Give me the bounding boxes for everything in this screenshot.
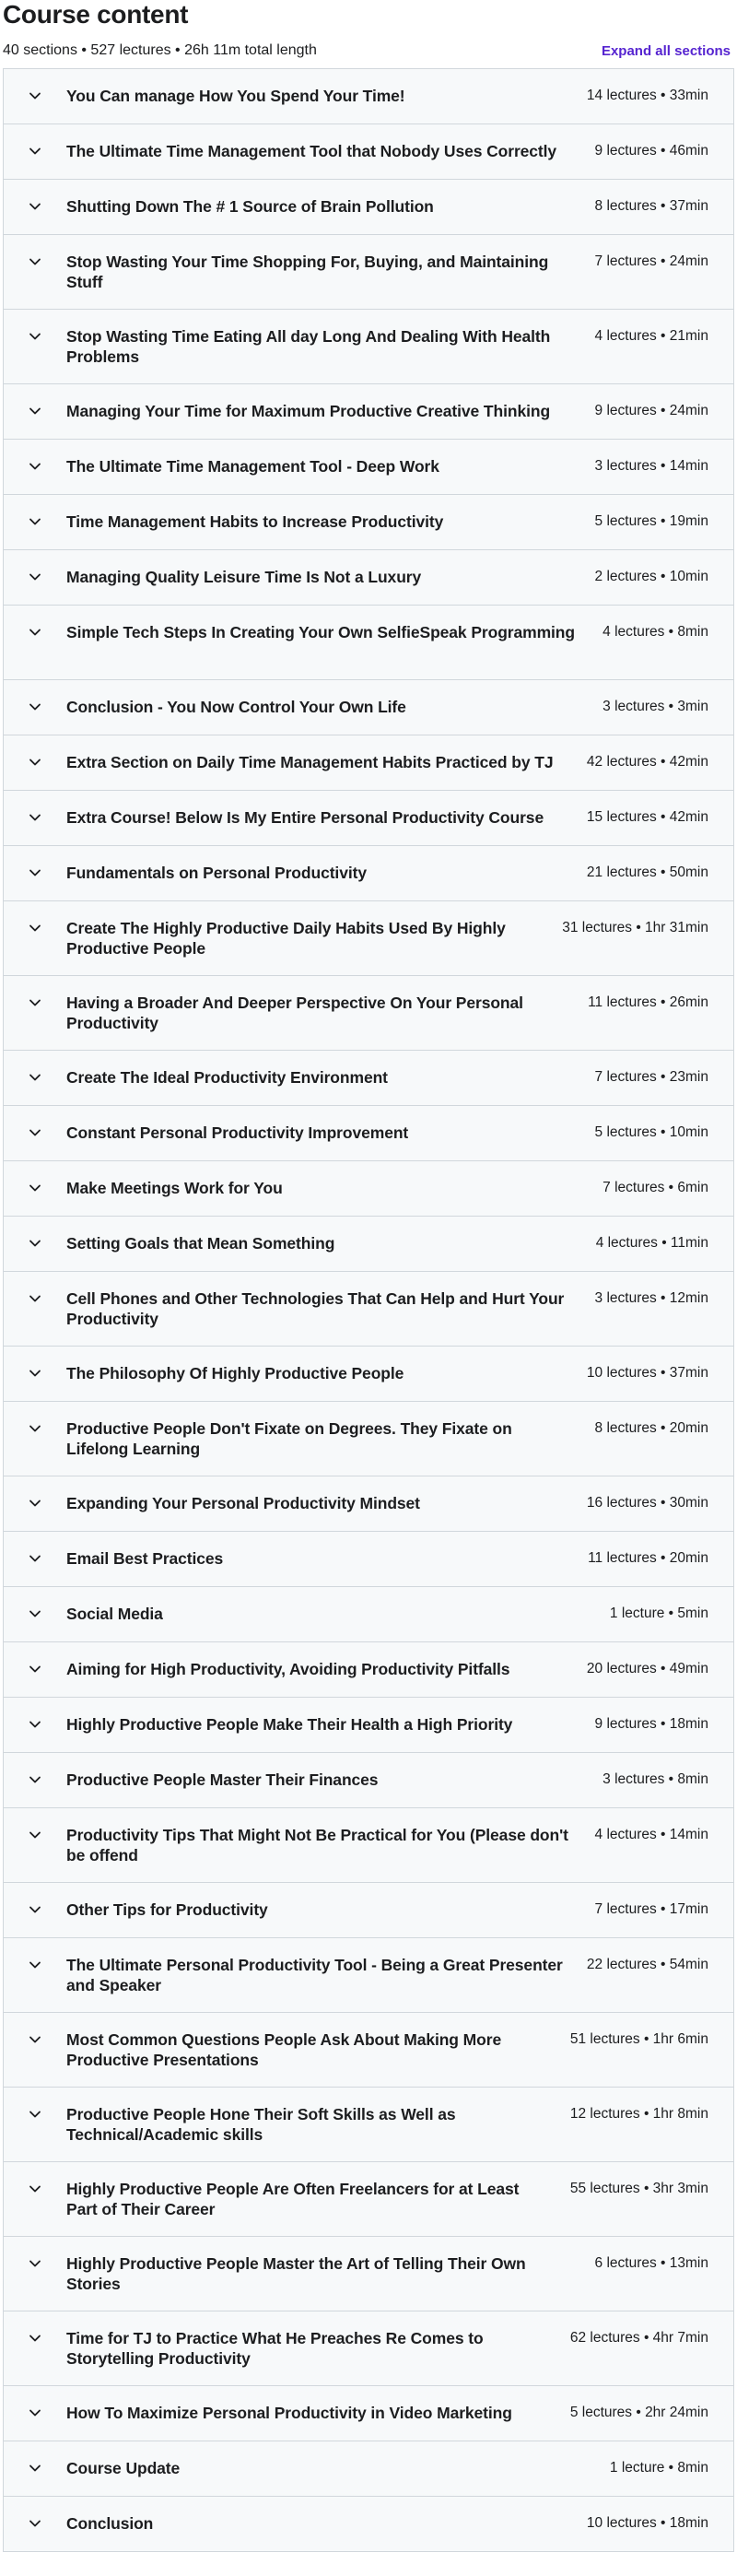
section-row[interactable] [4,69,733,124]
section-row[interactable] [4,1106,733,1161]
chevron-down-icon [29,1493,41,1513]
section-title: Time for TJ to Practice What He Preaches Re Comes to Storytelling Productivity [66,2329,484,2368]
chevron-down-icon [29,1233,41,1253]
section-row[interactable] [4,1051,733,1106]
section-row[interactable] [4,901,733,976]
section-list [3,68,734,2552]
section-title: Highly Productive People Make Their Health a High Priority [66,1715,513,1734]
section-title: Managing Quality Leisure Time Is Not a Luxury [66,568,422,586]
section-row[interactable] [4,1272,733,1347]
section-title: Social Media [66,1605,163,1623]
section-row[interactable] [4,680,733,735]
section-lecture-info: 9 lectures • 46min [594,143,708,159]
chevron-down-icon [29,1900,41,1920]
section-lecture-info: 7 lectures • 6min [602,1180,708,1195]
section-lecture-info: 51 lectures • 1hr 6min [569,2031,708,2047]
section-row[interactable] [4,606,733,680]
section-title: Fundamentals on Personal Productivity [66,864,367,882]
section-title: Setting Goals that Mean Something [66,1234,335,1253]
chevron-down-icon [29,1825,41,1845]
section-row[interactable] [4,1217,733,1272]
chevron-down-icon [29,456,41,476]
section-title: Productive People Hone Their Soft Skills as Well as Technical/Academic skills [66,2105,456,2144]
section-row[interactable] [4,1938,733,2013]
section-row[interactable] [4,1476,733,1532]
section-lecture-info: 2 lectures • 10min [594,569,708,584]
chevron-down-icon [29,1288,41,1309]
section-row[interactable] [4,2237,733,2311]
chevron-down-icon [29,86,41,106]
section-title: Shutting Down The # 1 Source of Brain Pollution [66,197,434,216]
section-title: Productive People Master Their Finances [66,1770,379,1789]
section-row[interactable] [4,124,733,180]
section-row[interactable] [4,2311,733,2386]
section-title: Conclusion - You Now Control Your Own Life [66,698,406,716]
section-lecture-info: 1 lecture • 5min [609,1606,708,1621]
section-lecture-info: 42 lectures • 42min [586,754,708,770]
section-lecture-info: 3 lectures • 14min [594,458,708,474]
chevron-down-icon [29,141,41,161]
section-title: Having a Broader And Deeper Perspective On Your Personal Productivity [66,994,523,1032]
section-title: The Philosophy Of Highly Productive People [66,1364,404,1382]
section-row[interactable] [4,1532,733,1587]
chevron-down-icon [29,863,41,883]
section-title: Time Management Habits to Increase Productivity [66,512,444,531]
chevron-down-icon [29,1548,41,1569]
section-lecture-info: 5 lectures • 2hr 24min [569,2405,708,2420]
section-row[interactable] [4,1642,733,1698]
section-title: Productivity Tips That Might Not Be Practical for You (Please don't be offend [66,1826,568,1864]
section-row[interactable] [4,310,733,384]
chevron-down-icon [29,326,41,347]
page-title: Course content [3,0,189,29]
section-lecture-info: 7 lectures • 24min [594,253,708,269]
section-title: The Ultimate Time Management Tool that Nobody Uses Correctly [66,142,557,160]
section-title: Most Common Questions People Ask About Making More Productive Presentations [66,2030,502,2069]
section-lecture-info: 15 lectures • 42min [586,809,708,825]
chevron-down-icon [29,2179,41,2199]
section-lecture-info: 6 lectures • 13min [594,2255,708,2271]
section-row[interactable] [4,1347,733,1402]
section-row[interactable] [4,1883,733,1938]
chevron-down-icon [29,1604,41,1624]
section-lecture-info: 10 lectures • 37min [586,1365,708,1381]
course-summary: 40 sections • 527 lectures • 26h 11m total length [3,42,317,58]
chevron-down-icon [29,697,41,717]
section-row[interactable] [4,1161,733,1217]
section-lecture-info: 62 lectures • 4hr 7min [569,2330,708,2346]
chevron-down-icon [29,2458,41,2478]
chevron-down-icon [29,1178,41,1198]
section-row[interactable] [4,791,733,846]
chevron-down-icon [29,752,41,772]
section-title: The Ultimate Time Management Tool - Deep Work [66,457,439,476]
section-lecture-info: 14 lectures • 33min [586,88,708,103]
section-title: How To Maximize Personal Productivity in Video Marketing [66,2404,512,2422]
section-lecture-info: 12 lectures • 1hr 8min [569,2106,708,2122]
chevron-down-icon [29,1363,41,1383]
chevron-down-icon [29,196,41,217]
section-lecture-info: 5 lectures • 19min [594,513,708,529]
section-row[interactable] [4,1698,733,1753]
section-row[interactable] [4,976,733,1051]
section-title: Managing Your Time for Maximum Productive Creative Thinking [66,402,551,420]
section-lecture-info: 3 lectures • 3min [602,699,708,714]
chevron-down-icon [29,2029,41,2050]
section-row[interactable] [4,2386,733,2441]
course-summary-bar [3,33,734,68]
section-title: Highly Productive People Are Often Freelancers for at Least Part of Their Career [66,2180,520,2218]
section-row[interactable] [4,550,733,606]
section-row[interactable] [4,735,733,791]
section-lecture-info: 7 lectures • 23min [594,1069,708,1085]
section-lecture-info: 5 lectures • 10min [594,1124,708,1140]
section-title: The Ultimate Personal Productivity Tool - Being a Great Presenter and Speaker [66,1956,563,1994]
section-title: Constant Personal Productivity Improvement [66,1123,409,1142]
chevron-down-icon [29,1770,41,1790]
section-row[interactable] [4,1402,733,1476]
section-lecture-info: 4 lectures • 14min [594,1827,708,1842]
section-row[interactable] [4,1587,733,1642]
section-title: Course Update [66,2459,181,2477]
section-row[interactable] [4,2088,733,2162]
section-row[interactable] [4,2013,733,2088]
section-lecture-info: 22 lectures • 54min [586,1957,708,1972]
chevron-down-icon [29,401,41,421]
section-lecture-info: 8 lectures • 20min [594,1420,708,1436]
chevron-down-icon [29,2104,41,2124]
section-lecture-info: 8 lectures • 37min [594,198,708,214]
section-lecture-info: 3 lectures • 8min [602,1771,708,1787]
section-row[interactable] [4,2441,733,2497]
section-title: Stop Wasting Your Time Shopping For, Buying, and Maintaining Stuff [66,253,549,291]
chevron-down-icon [29,2328,41,2348]
chevron-down-icon [29,512,41,532]
section-title: Expanding Your Personal Productivity Mindset [66,1494,420,1512]
section-row[interactable] [4,1808,733,1883]
section-lecture-info: 10 lectures • 18min [586,2515,708,2531]
section-lecture-info: 55 lectures • 3hr 3min [569,2181,708,2196]
section-title: Stop Wasting Time Eating All day Long And Dealing With Health Problems [66,327,551,366]
section-lecture-info: 9 lectures • 18min [594,1716,708,1732]
section-lecture-info: 21 lectures • 50min [586,865,708,880]
section-row[interactable] [4,2497,733,2552]
section-row[interactable] [4,495,733,550]
section-title: Other Tips for Productivity [66,1900,268,1919]
chevron-down-icon [29,2403,41,2423]
section-title: Email Best Practices [66,1549,224,1568]
chevron-down-icon [29,918,41,938]
section-title: Aiming for High Productivity, Avoiding Productivity Pitfalls [66,1660,510,1678]
chevron-down-icon [29,1418,41,1439]
section-title: Extra Section on Daily Time Management Habits Practiced by TJ [66,753,554,771]
section-row[interactable] [4,2162,733,2237]
section-title: Simple Tech Steps In Creating Your Own SelfieSpeak Programming [66,623,575,641]
section-lecture-info: 4 lectures • 11min [595,1235,708,1251]
chevron-down-icon [29,622,41,642]
expand-all-sections-button[interactable]: Expand all sections [601,42,731,59]
section-lecture-info: 3 lectures • 12min [594,1290,708,1306]
section-lecture-info: 31 lectures • 1hr 31min [562,920,708,935]
chevron-down-icon [29,993,41,1013]
section-lecture-info: 20 lectures • 49min [586,1661,708,1676]
section-lecture-info: 4 lectures • 21min [594,328,708,344]
section-lecture-info: 1 lecture • 8min [609,2460,708,2476]
section-title: Conclusion [66,2514,154,2533]
chevron-down-icon [29,2253,41,2274]
chevron-down-icon [29,1067,41,1088]
chevron-down-icon [29,252,41,272]
section-title: Extra Course! Below Is My Entire Personal Productivity Course [66,808,544,827]
section-title: Create The Ideal Productivity Environment [66,1068,388,1087]
chevron-down-icon [29,807,41,828]
section-title: Highly Productive People Master the Art of Telling Their Own Stories [66,2254,526,2293]
chevron-down-icon [29,2513,41,2534]
section-title: Productive People Don't Fixate on Degrees. They Fixate on Lifelong Learning [66,1419,512,1458]
section-row[interactable] [4,1753,733,1808]
chevron-down-icon [29,1955,41,1975]
section-lecture-info: 11 lectures • 20min [588,1550,708,1566]
section-title: Create The Highly Productive Daily Habits Used By Highly Productive People [66,919,506,958]
section-row[interactable] [4,440,733,495]
section-row[interactable] [4,180,733,235]
section-title: Cell Phones and Other Technologies That Can Help and Hurt Your Productivity [66,1289,565,1328]
section-row[interactable] [4,235,733,310]
section-lecture-info: 11 lectures • 26min [588,994,708,1010]
section-row[interactable] [4,846,733,901]
section-lecture-info: 9 lectures • 24min [594,403,708,418]
chevron-down-icon [29,567,41,587]
section-title: Make Meetings Work for You [66,1179,283,1197]
chevron-down-icon [29,1123,41,1143]
section-title: You Can manage How You Spend Your Time! [66,87,405,105]
section-lecture-info: 7 lectures • 17min [594,1901,708,1917]
chevron-down-icon [29,1659,41,1679]
chevron-down-icon [29,1714,41,1735]
section-lecture-info: 16 lectures • 30min [586,1495,708,1511]
section-row[interactable] [4,384,733,440]
section-lecture-info: 4 lectures • 8min [602,624,708,640]
